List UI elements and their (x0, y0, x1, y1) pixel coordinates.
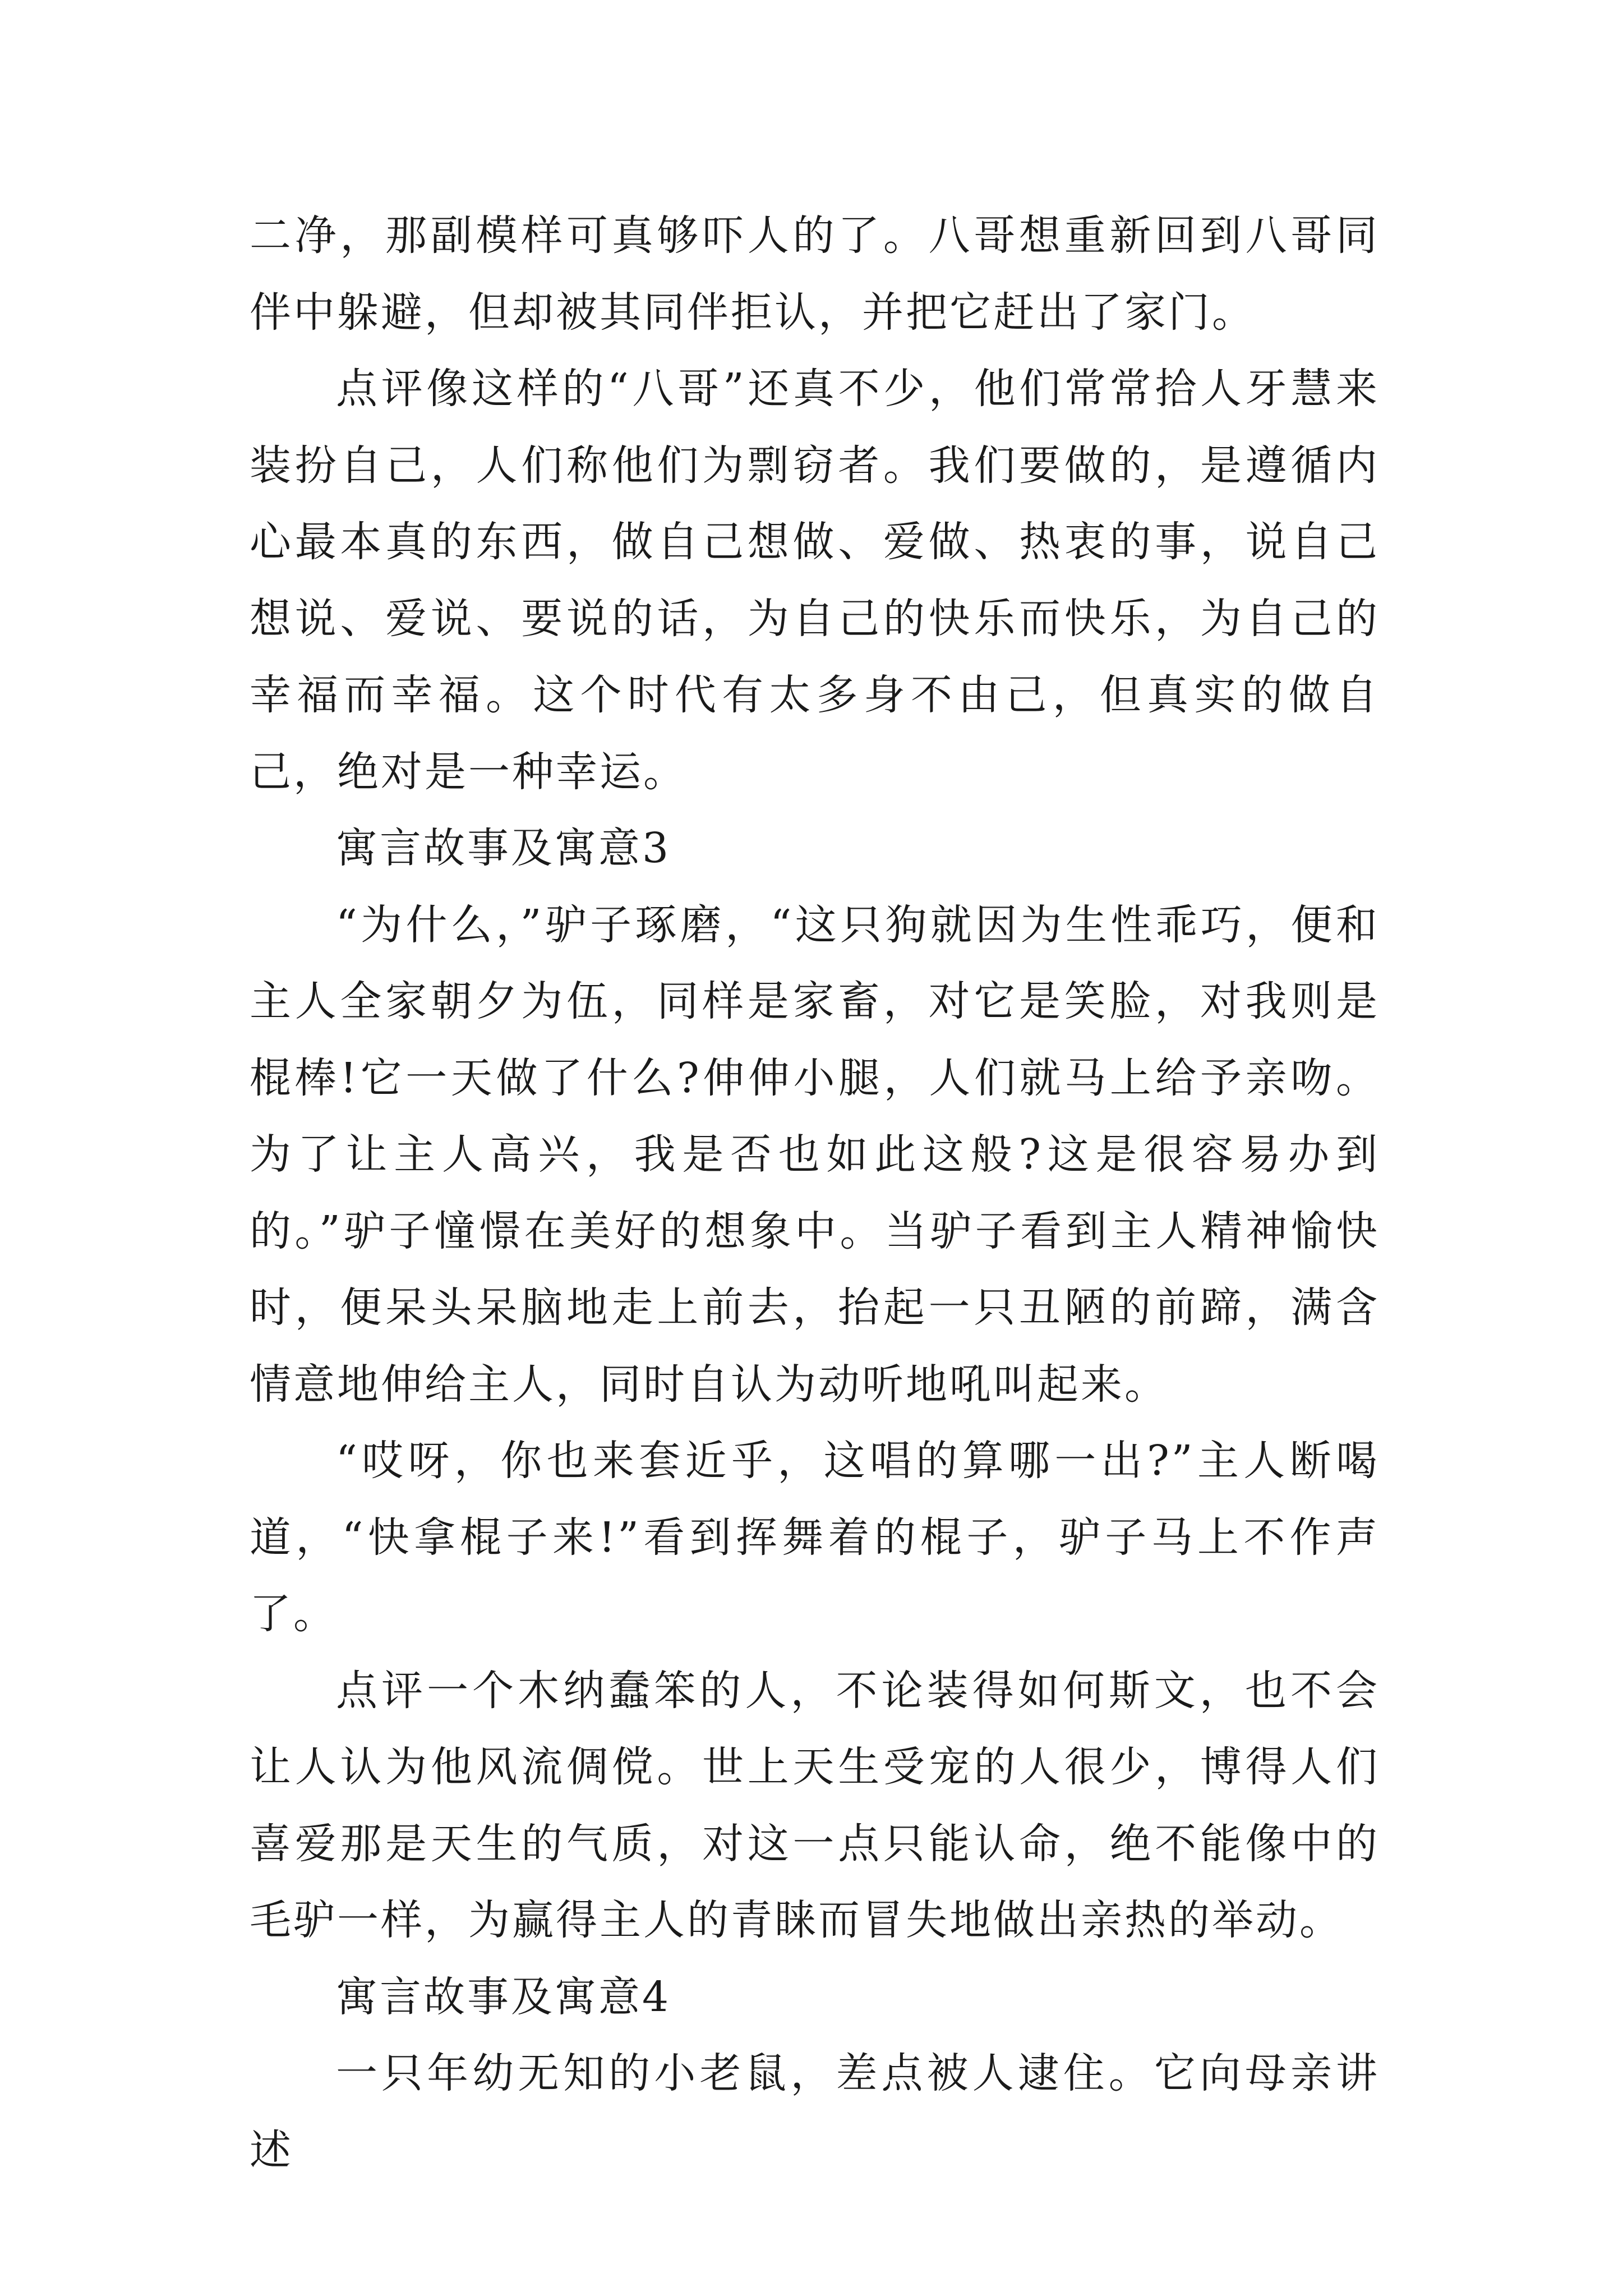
paragraph-dialogue-3: “哎呀，你也来套近乎，这唱的算哪一出?”主人断喝道，“快拿棍子来!”看到挥舞着的棍子，驴子马上不作声了。 (250, 1437, 1380, 1638)
document-body (250, 197, 1380, 2188)
paragraph-commentary-2: 点评像这样的“八哥”还真不少，他们常常拾人牙慧来装扮自己，人们称他们为剽窃者。我们要做的，是遵循内心最本真的东西，做自己想做、爱做、热衷的事，说自己想说、爱说、要说的话，为自己的快乐而快乐，为自己的幸福而幸福。这个时代有太多身不由己，但真实的做自己，绝对是一种幸运。 (250, 365, 1380, 796)
paragraph-commentary-3: 点评一个木纳蠢笨的人，不论装得如何斯文，也不会让人认为他风流倜傥。世上天生受宠的人很少，博得人们喜爱那是天生的气质，对这一点只能认命，绝不能像中的毛驴一样，为赢得主人的青睐而冒失地做出亲热的举动。 (250, 1666, 1380, 1944)
section-heading-4: 寓言故事及寓意4 (336, 1972, 671, 2021)
paragraph-story-4: 一只年幼无知的小老鼠，差点被人逮住。它向母亲讲述 (250, 2049, 1380, 2174)
section-heading-3: 寓言故事及寓意3 (336, 824, 671, 872)
paragraph-continuation: 二净，那副模样可真够吓人的了。八哥想重新回到八哥同伴中躲避，但却被其同伴拒认，并把它赶出了家门。 (250, 211, 1380, 337)
paragraph-story-3: “为什么，”驴子琢磨，“这只狗就因为生性乖巧，便和主人全家朝夕为伍，同样是家畜，对它是笑脸，对我则是棍棒!它一天做了什么?伸伸小腿，人们就马上给予亲吻。为了让主人高兴，我是否也如此这般?这是很容易办到的。”驴子憧憬在美好的想象中。当驴子看到主人精神愉快时，便呆头呆脑地走上前去，抬起一只丑陋的前蹄，满含情意地伸给主人，同时自认为动听地吼叫起来。 (250, 900, 1380, 1409)
